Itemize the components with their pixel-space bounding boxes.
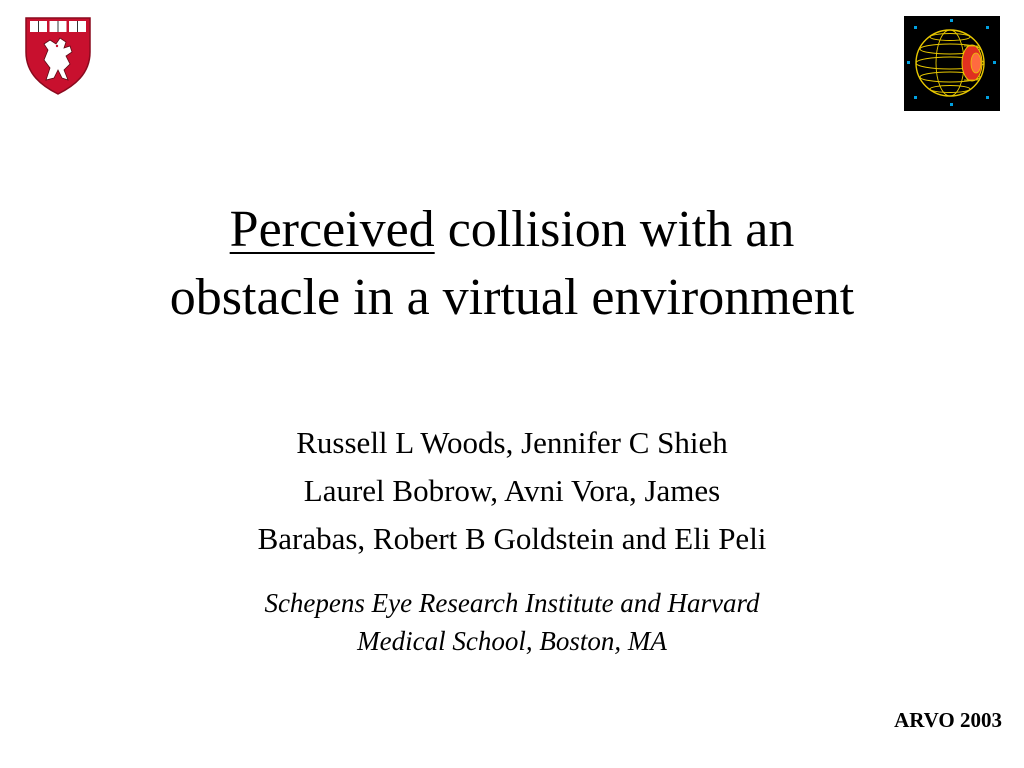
affiliation-line-2: Medical School, Boston, MA xyxy=(357,626,667,656)
authors-line-3: Barabas, Robert B Goldstein and Eli Peli xyxy=(257,521,767,556)
affiliation-block xyxy=(0,584,1024,660)
authors-block xyxy=(0,419,1024,563)
conference-label: ARVO 2003 xyxy=(894,708,1002,732)
authors-line-2: Laurel Bobrow, Avni Vora, James xyxy=(303,473,721,508)
affiliation-line-1: Schepens Eye Research Institute and Harvard xyxy=(264,588,760,618)
title-line-1 xyxy=(0,196,1024,264)
eye-globe-icon xyxy=(904,16,1000,111)
slide-title xyxy=(0,196,1024,332)
title-line-1-rest: collision with an xyxy=(434,201,795,258)
title-line-2: obstacle in a virtual environment xyxy=(169,269,855,326)
harvard-shield-icon xyxy=(24,16,92,96)
title-emphasis: Perceived xyxy=(229,201,435,258)
authors-line-1: Russell L Woods, Jennifer C Shieh xyxy=(296,425,728,460)
